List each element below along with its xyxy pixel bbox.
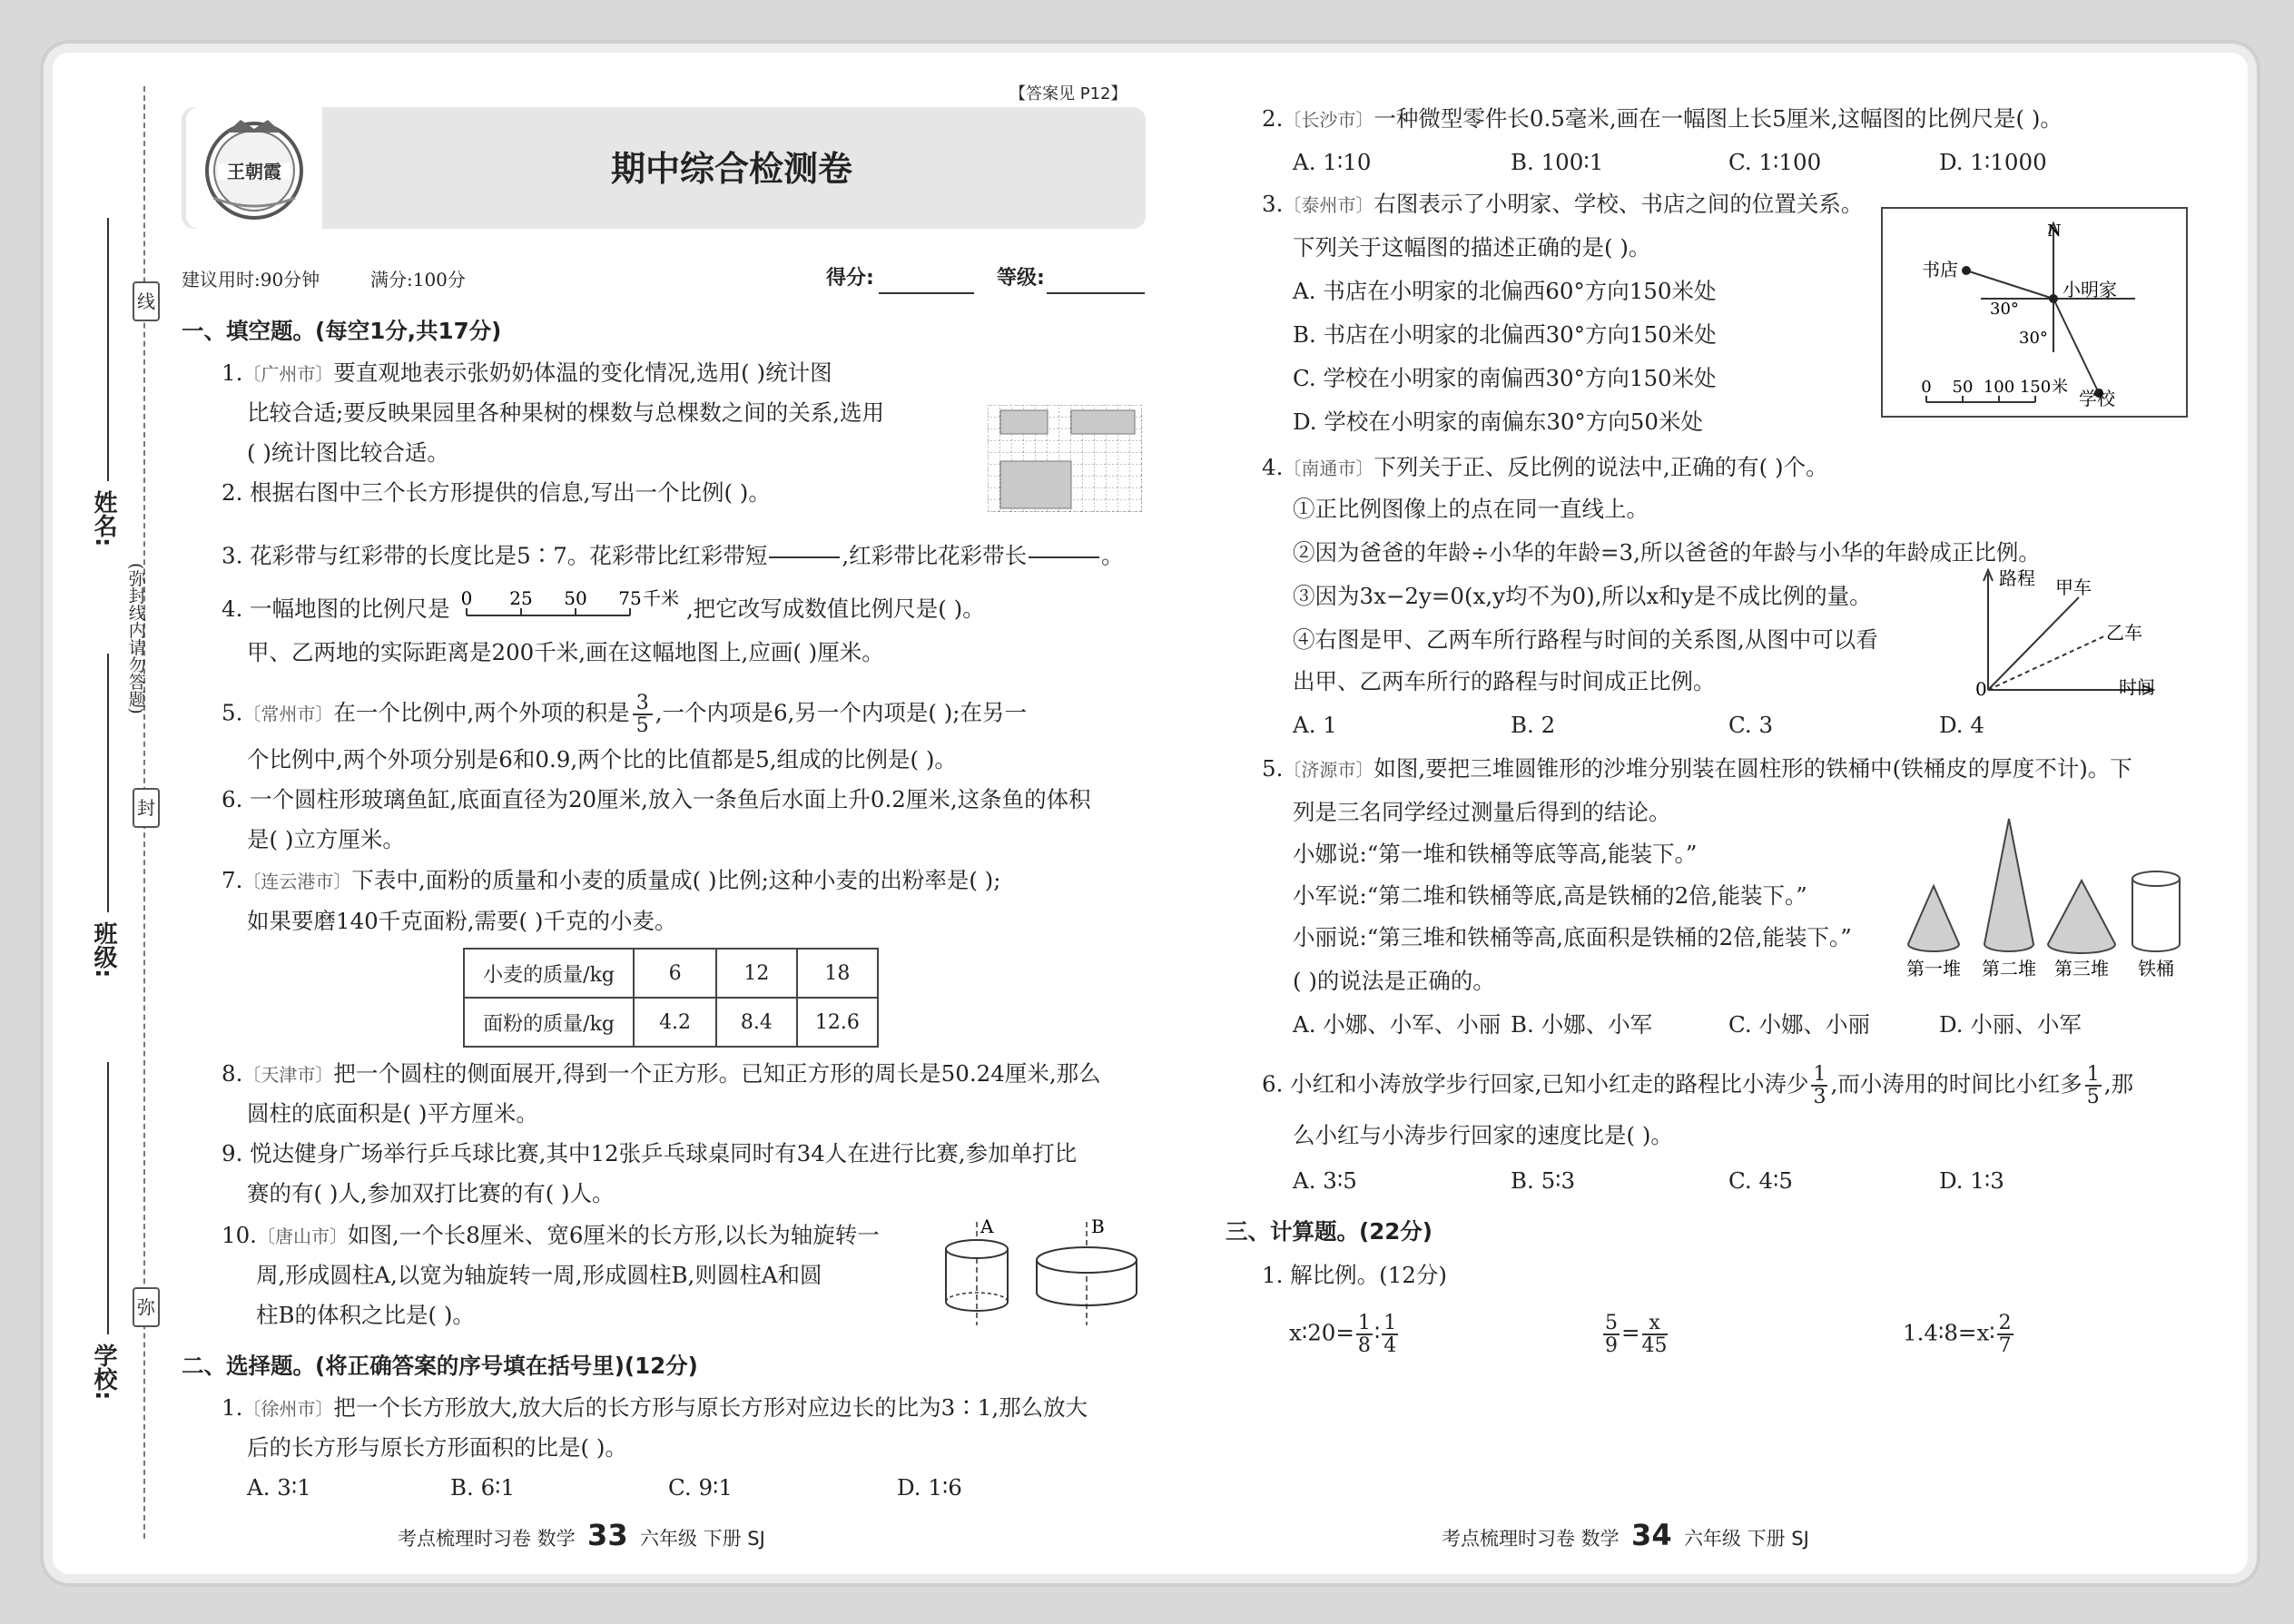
q10-source: 〔唐山市〕 (256, 1225, 348, 1247)
time-limit: 建议用时:90分钟 (182, 269, 320, 290)
q5-number: 5. (222, 699, 243, 726)
q7-text-a: 下表中,面粉的质量和小麦的质量成( )比例;这种小麦的出粉率是( ); (351, 867, 1001, 893)
q3-text-a: 3. 花彩带与红彩带的长度比是5∶7。花彩带比红彩带短 (222, 542, 768, 569)
r-q4-item-1: ①正比例图像上的点在同一直线上。 (1293, 496, 1649, 522)
q5-line1 (222, 693, 1027, 736)
r-q3-map-figure (1881, 207, 2190, 419)
eq1-f2-den: 4 (1383, 1334, 1397, 1358)
cylinder-a-label: A (980, 1216, 994, 1237)
eq1-lhs: x∶20= (1289, 1319, 1354, 1346)
table-cell: 面粉的质量/kg (464, 998, 634, 1047)
r-q2-option-b[interactable]: B. 100∶1 (1511, 149, 1604, 175)
footer-book: 考点梳理时习卷 数学 (398, 1528, 576, 1550)
q1-number: 1. (222, 359, 243, 386)
r-q3-text: 右图表示了小明家、学校、书店之间的位置关系。 (1373, 191, 1864, 217)
name-line (107, 218, 109, 481)
s2q1-line2: 后的长方形与原长方形面积的比是( )。 (247, 1434, 627, 1461)
r-q3-line2: 下列关于这幅图的描述正确的是( )。 (1293, 234, 1651, 261)
rectangles-grid-figure (988, 405, 1142, 512)
bucket-label: 铁桶 (2138, 958, 2174, 979)
map-scale-100: 100 (1983, 378, 2015, 397)
q2: 2. 根据右图中三个长方形提供的信息,写出一个比例( )。 (222, 479, 771, 506)
q5-fraction (633, 693, 653, 736)
score-label: 得分: (826, 267, 874, 290)
page-number-right: 34 (1631, 1518, 1672, 1552)
q1-text: 要直观地表示张奶奶体温的变化情况,选用( )统计图 (333, 359, 832, 386)
class-line (107, 654, 109, 912)
name-label: 姓名: (90, 490, 117, 547)
q10-text-a: 如图,一个长8厘米、宽6厘米的长方形,以长为轴旋转一 (347, 1222, 880, 1248)
angle2-label: 30° (2019, 329, 2048, 348)
footer-left (398, 1518, 765, 1552)
eq1-f1-den: 8 (1357, 1334, 1371, 1358)
seal-mark-seal: 封 (133, 788, 160, 828)
footer-right (1442, 1518, 1809, 1552)
school-label-map: 学校 (2079, 388, 2115, 409)
s2q1-option-c[interactable]: C. 9∶1 (668, 1474, 733, 1501)
r-q5-option-d[interactable]: D. 小丽、小军 (1939, 1011, 2082, 1038)
r-q3-number: 3. (1262, 191, 1284, 217)
r-q2-option-c[interactable]: C. 1∶100 (1728, 149, 1822, 175)
eq3-lhs: 1.4∶8=x∶ (1903, 1319, 1995, 1346)
q10-line3: 柱B的体积之比是( )。 (256, 1302, 475, 1328)
r-q2-source: 〔长沙市〕 (1283, 109, 1374, 131)
eq1-f2-num: 1 (1383, 1312, 1397, 1334)
equation-2 (1601, 1313, 1669, 1356)
graph-origin: 0 (1975, 678, 1987, 699)
r-q5-statement-1: 小娜说:“第一堆和铁桶等底等高,能装下。” (1293, 841, 1698, 867)
q8-line1 (222, 1060, 1101, 1087)
r-q2-option-d[interactable]: D. 1∶1000 (1939, 149, 2047, 175)
q1-line3: ( )统计图比较合适。 (247, 439, 449, 466)
section1-heading: 一、填空题。(每空1分,共17分) (182, 318, 502, 344)
table-cell: 小麦的质量/kg (464, 949, 634, 998)
shop-label: 书店 (1922, 259, 1958, 281)
q4-scale-tick-75: 75 (618, 587, 642, 609)
q3-text-b: ,红彩带比花彩带长 (842, 542, 1028, 569)
r-q6-f2-num: 1 (2086, 1063, 2100, 1086)
q7-table (463, 948, 879, 1048)
r-q5-option-c[interactable]: C. 小娜、小丽 (1728, 1011, 1870, 1038)
eq2-fraction-2 (1642, 1313, 1668, 1356)
r-q2-number: 2. (1262, 105, 1284, 132)
eq2-f2-num: x (1642, 1313, 1668, 1335)
q7-line2: 如果要磨140千克面粉,需要( )千克的小麦。 (247, 908, 677, 934)
q4-line2: 甲、乙两地的实际距离是200千米,画在这幅地图上,应画( )厘米。 (247, 639, 884, 665)
q1-line1 (222, 359, 832, 386)
q4-scale-tick-0: 0 (461, 587, 473, 609)
seal-mark-mi: 弥 (133, 1287, 160, 1327)
r-q6-line2: 么小红与小涛步行回家的速度比是( )。 (1293, 1122, 1673, 1148)
q8-source: 〔天津市〕 (242, 1064, 334, 1086)
r-q4-number: 4. (1262, 454, 1284, 480)
s2q1-option-a[interactable]: A. 3∶1 (247, 1474, 311, 1501)
map-scale-50: 50 (1952, 378, 1974, 397)
q10-cylinders-figure (922, 1213, 1149, 1331)
eq2-f1-num: 5 (1605, 1312, 1618, 1334)
r-q4-line1 (1262, 454, 1828, 480)
q8-number: 8. (222, 1060, 243, 1087)
r-q5-source: 〔济源市〕 (1283, 759, 1374, 781)
r-q3-option-c[interactable]: C. 学校在小明家的南偏西30°方向150米处 (1293, 365, 1717, 391)
cylinder-b-label: B (1091, 1216, 1105, 1237)
eq2-fraction-1 (1603, 1313, 1620, 1356)
r-q2 (1262, 105, 2063, 132)
score-field[interactable] (879, 292, 974, 294)
r-q5-text: 如图,要把三堆圆锥形的沙堆分别装在圆柱形的铁桶中(铁桶皮的厚度不计)。下 (1373, 755, 2132, 782)
page-number: 33 (587, 1518, 628, 1552)
q3-fraction-1 (769, 536, 840, 579)
q1-line2: 比较合适;要反映果园里各种果树的棵数与总棵数之间的关系,选用 (247, 399, 885, 426)
q5-source: 〔常州市〕 (242, 703, 334, 725)
eq3-f-num: 2 (1998, 1312, 2012, 1334)
r-q6-fraction-2 (2085, 1064, 2102, 1107)
r-q6-text-b: ,而小涛用的时间比小红多 (1830, 1070, 2082, 1097)
s2q1-option-d[interactable]: D. 1∶6 (897, 1474, 962, 1501)
r-q2-option-a[interactable]: A. 1∶10 (1293, 149, 1372, 175)
r-q5-statement-2: 小军说:“第二堆和铁桶等底,高是铁桶的2倍,能装下。” (1293, 882, 1807, 909)
table-cell: 6 (634, 949, 716, 998)
r-q6-text-c: ,那 (2103, 1070, 2134, 1097)
equation-1 (1289, 1313, 1400, 1356)
r-q6-option-b[interactable]: B. 5∶3 (1511, 1167, 1576, 1194)
graph-series-a: 甲车 (2055, 576, 2092, 598)
page-title: 期中综合检测卷 (610, 149, 852, 189)
table-cell: 12 (716, 949, 797, 998)
q5-text-a: 在一个比例中,两个外项的积是 (333, 699, 630, 726)
section3-q1: 1. 解比例。(12分) (1262, 1262, 1447, 1288)
seal-note: (弥封线内请勿答题) (125, 563, 146, 714)
r-q6-f1-num: 1 (1813, 1063, 1826, 1086)
r-q5-line1 (1262, 755, 2132, 782)
school-line (107, 1062, 109, 1334)
eq3-f-den: 7 (1998, 1334, 2012, 1358)
q5-line2: 个比例中,两个外项分别是6和0.9,两个比的比值都是5,组成的比例是( )。 (247, 746, 957, 773)
pile-1-label: 第一堆 (1906, 958, 1961, 979)
r-q3-option-a[interactable]: A. 书店在小明家的北偏西60°方向150米处 (1293, 278, 1717, 304)
eq2-equals: = (1621, 1319, 1640, 1346)
q10-number: 10. (222, 1222, 257, 1248)
graph-series-b: 乙车 (2106, 622, 2142, 644)
r-q6-text-a: 6. 小红和小涛放学步行回家,已知小红走的路程比小涛少 (1262, 1070, 1809, 1097)
q9-line2: 赛的有( )人,参加双打比赛的有( )人。 (247, 1180, 615, 1206)
r-q4-item-2: ②因为爸爸的年龄÷小华的年龄=3,所以爸爸的年龄与小华的年龄成正比例。 (1293, 539, 2041, 566)
seal-mark-line: 线 (133, 281, 160, 321)
s2q1-line1 (222, 1394, 1088, 1421)
graph-x-label: 时间 (2119, 676, 2155, 698)
r-q6-fraction-1 (1811, 1064, 1827, 1107)
q4-line1: 4. 一幅地图的比例尺是 (222, 595, 450, 622)
table-cell: 12.6 (797, 998, 878, 1047)
north-label: N (2047, 221, 2062, 241)
q4-scale-tick-50: 50 (564, 587, 587, 609)
r-q4-source: 〔南通市〕 (1283, 458, 1374, 479)
r-q6-option-a[interactable]: A. 3∶5 (1293, 1167, 1357, 1194)
q10-line2: 周,形成圆柱A,以宽为轴旋转一周,形成圆柱B,则圆柱A和圆 (256, 1262, 822, 1288)
r-q6-option-d[interactable]: D. 1∶3 (1939, 1167, 2004, 1194)
q7-number: 7. (222, 867, 243, 893)
r-q4-item-4b: 出甲、乙两车所行的路程与时间成正比例。 (1293, 668, 1716, 694)
grade-label: 等级: (997, 267, 1045, 290)
svg-text:王朝霞: 王朝霞 (227, 161, 281, 182)
r-q4-option-b[interactable]: B. 2 (1511, 712, 1556, 738)
q6-line1: 6. 一个圆柱形玻璃鱼缸,底面直径为20厘米,放入一条鱼后水面上升0.2厘米,这条鱼的体积 (222, 786, 1091, 812)
section2-heading: 二、选择题。(将正确答案的序号填在括号里)(12分) (182, 1353, 698, 1379)
logo-seal-icon (186, 107, 322, 229)
q5-text-b: ,一个内项是6,另一个内项是( );在另一 (655, 699, 1028, 726)
r-q6-f2-den: 5 (2086, 1086, 2100, 1109)
s2q1-text: 把一个长方形放大,放大后的长方形与原长方形对应边长的比为3∶1,那么放大 (333, 1394, 1088, 1421)
q10-line1 (222, 1222, 880, 1248)
eq1-ratio-sign: ∶ (1373, 1319, 1381, 1346)
q4-scale-tick-25: 25 (509, 587, 533, 609)
s2q1-option-b[interactable]: B. 6∶1 (450, 1474, 516, 1501)
footer-grade-right: 六年级 下册 SJ (1683, 1528, 1809, 1550)
r-q5-option-b[interactable]: B. 小娜、小军 (1511, 1011, 1653, 1038)
map-scale-unit: 米 (2052, 378, 2068, 397)
table-row (464, 998, 878, 1047)
q4-scale-unit: 千米 (643, 587, 679, 609)
r-q4-distance-time-graph (1961, 566, 2159, 699)
graph-y-label: 路程 (1999, 567, 2035, 589)
home-label: 小明家 (2063, 279, 2117, 300)
r-q5-statement-3: 小丽说:“第三堆和铁桶等高,底面积是铁桶的2倍,能装下。” (1293, 924, 1852, 950)
r-q4-item-3: ③因为3x−2y=0(x,y均不为0),所以x和y是不成比例的量。 (1293, 583, 1872, 609)
logo-area (186, 107, 322, 229)
r-q3-source: 〔泰州市〕 (1283, 194, 1374, 216)
table-row (464, 949, 878, 998)
map-scale-150: 150 (2019, 378, 2052, 397)
q9-line1: 9. 悦达健身广场举行乒乓球比赛,其中12张乒乓球桌同时有34人在进行比赛,参加单打比 (222, 1140, 1078, 1166)
q4-scale-bar (461, 586, 688, 628)
q3 (222, 536, 1124, 579)
eq2-f1-den: 9 (1605, 1334, 1618, 1358)
r-q3-option-b[interactable]: B. 书店在小明家的北偏西30°方向150米处 (1293, 321, 1717, 348)
r-q4-option-d[interactable]: D. 4 (1939, 712, 1984, 738)
section3-heading: 三、计算题。(22分) (1226, 1218, 1433, 1245)
eq3-fraction (1997, 1313, 2013, 1356)
equation-3 (1903, 1313, 2015, 1356)
eq1-fraction-2 (1382, 1313, 1398, 1356)
q3-fraction-2 (1029, 536, 1099, 579)
r-q5-line2: 列是三名同学经过测量后得到的结论。 (1293, 799, 1671, 825)
full-score: 满分:100分 (370, 269, 466, 290)
r-q5-option-a[interactable]: A. 小娜、小军、小丽 (1293, 1011, 1501, 1038)
r-q4-option-a[interactable]: A. 1 (1293, 712, 1337, 738)
answer-reference: 【答案见 P12】 (1009, 84, 1127, 103)
q5-numerator: 3 (633, 693, 653, 715)
map-scale-0: 0 (1921, 378, 1932, 397)
r-q6-line1 (1262, 1064, 2133, 1107)
footer-book-right: 考点梳理时习卷 数学 (1442, 1528, 1620, 1550)
eq1-f1-num: 1 (1357, 1312, 1371, 1334)
footer-grade: 六年级 下册 SJ (639, 1528, 765, 1550)
pile-2-label: 第二堆 (1982, 958, 2036, 979)
q8-text-a: 把一个圆柱的侧面展开,得到一个正方形。已知正方形的周长是50.24厘米,那么 (333, 1060, 1101, 1087)
r-q6-f1-den: 3 (1813, 1086, 1826, 1109)
q4-line1b: ,把它改写成数值比例尺是( )。 (686, 595, 985, 622)
q7-line1 (222, 867, 1001, 893)
table-cell: 4.2 (634, 998, 716, 1047)
table-cell: 8.4 (716, 998, 797, 1047)
r-q5-number: 5. (1262, 755, 1284, 782)
r-q4-text: 下列关于正、反比例的说法中,正确的有( )个。 (1373, 454, 1828, 480)
table-cell: 18 (797, 949, 878, 998)
s2q1-number: 1. (222, 1394, 243, 1421)
eq2-f2-den: 45 (1641, 1334, 1668, 1358)
r-q5-question: ( )的说法是正确的。 (1293, 968, 1495, 994)
r-q6-option-c[interactable]: C. 4∶5 (1728, 1167, 1793, 1194)
r-q2-text: 一种微型零件长0.5毫米,画在一幅图上长5厘米,这幅图的比例尺是( )。 (1373, 105, 2063, 132)
grade-field[interactable] (1047, 292, 1145, 294)
eq1-fraction-1 (1356, 1313, 1373, 1356)
q5-denominator: 5 (635, 714, 649, 738)
angle1-label: 30° (1990, 300, 2019, 319)
r-q4-option-c[interactable]: C. 3 (1728, 712, 1774, 738)
r-q4-item-4a: ④右图是甲、乙两车所行路程与时间的关系图,从图中可以看 (1293, 626, 1878, 653)
q6-line2: 是( )立方厘米。 (247, 826, 405, 852)
r-q3-line1 (1262, 191, 1863, 217)
q3-text-c: 。 (1101, 542, 1124, 569)
r-q5-cones-figure (1897, 812, 2188, 986)
pile-3-label: 第三堆 (2054, 958, 2109, 979)
s2q1-source: 〔徐州市〕 (242, 1398, 334, 1420)
q7-source: 〔连云港市〕 (242, 871, 352, 892)
class-label: 班级: (90, 921, 117, 979)
r-q3-option-d[interactable]: D. 学校在小明家的南偏东30°方向50米处 (1293, 408, 1703, 435)
q8-line2: 圆柱的底面积是( )平方厘米。 (247, 1100, 538, 1127)
school-label: 学校: (90, 1343, 117, 1401)
q1-source: 〔广州市〕 (242, 363, 334, 385)
